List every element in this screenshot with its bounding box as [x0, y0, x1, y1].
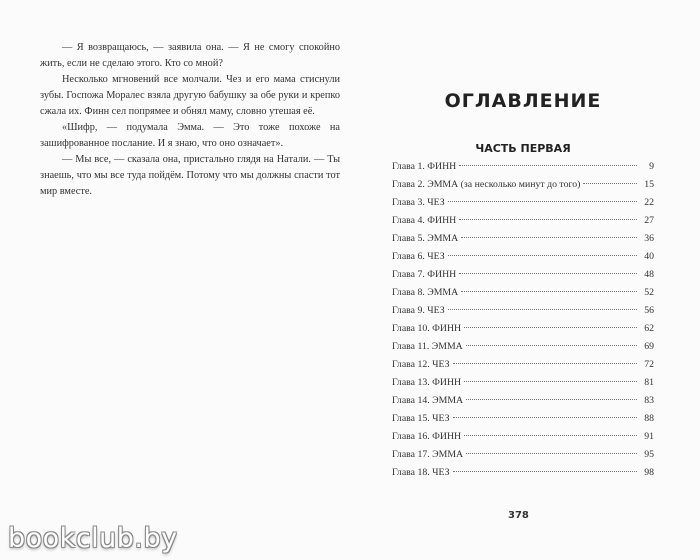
left-page [40, 40, 340, 200]
toc-entry-label: Глава 8. ЭММА [392, 287, 459, 298]
toc-entry [392, 269, 654, 287]
toc-entry [392, 305, 654, 323]
paragraph: «Шифр, — подумала Эмма. — Это тоже похоже на зашифрованное послание. И я знаю, что оно означает». [40, 122, 340, 149]
toc-entry-label: Глава 16. ФИНН [392, 431, 462, 442]
toc-entry-page: 72 [644, 359, 654, 370]
toc-entry [392, 341, 654, 359]
toc-entry-page: 22 [644, 197, 654, 208]
toc-entry-label: Глава 13. ФИНН [392, 377, 462, 388]
toc-leader-dots [461, 291, 637, 292]
toc-entry [392, 287, 654, 305]
toc-entry-label: Глава 11. ЭММА [392, 341, 463, 352]
toc-entry-page: 95 [644, 449, 654, 460]
toc-leader-dots [448, 201, 637, 202]
toc-entry-page: 36 [644, 233, 654, 244]
toc-entry-label: Глава 7. ФИНН [392, 269, 457, 280]
toc-title: ОГЛАВЛЕНИЕ [444, 90, 602, 112]
toc-leader-dots [583, 183, 637, 184]
toc-entry [392, 395, 654, 413]
toc-entry-label: Глава 18. ЧЕЗ [392, 467, 450, 478]
toc-leader-dots [464, 381, 637, 382]
paragraph: Несколько мгновений все молчали. Чез и его мама стиснули зубы. Госпожа Моралес взяла другую бабушку за обе руки и крепко сжала их. Финн сел попрямее и обнял маму, словно утешая её. [40, 74, 340, 117]
toc-entry-label: Глава 2. ЭММА (за несколько минут до того) [392, 179, 581, 190]
toc-entry [392, 449, 654, 467]
toc-leader-dots [464, 327, 637, 328]
toc-leader-dots [466, 453, 637, 454]
toc-entry-label: Глава 5. ЭММА [392, 233, 459, 244]
toc-entry-label: Глава 10. ФИНН [392, 323, 462, 334]
toc-entry-page: 52 [644, 287, 654, 298]
toc-entry-page: 27 [644, 215, 654, 226]
toc-entry [392, 161, 654, 179]
toc-entry-page: 69 [644, 341, 654, 352]
toc-entry-label: Глава 1. ФИНН [392, 161, 457, 172]
toc-leader-dots [459, 219, 637, 220]
toc-leader-dots [459, 273, 637, 274]
toc-entry-label: Глава 17. ЭММА [392, 449, 464, 460]
toc-leader-dots [466, 345, 637, 346]
page-number: 378 [508, 510, 529, 521]
toc-entry-page: 48 [644, 269, 654, 280]
toc-entry [392, 323, 654, 341]
toc-leader-dots [448, 255, 637, 256]
part-title: ЧАСТЬ ПЕРВАЯ [475, 142, 571, 155]
toc-entry [392, 413, 654, 431]
toc-entry-label: Глава 14. ЭММА [392, 395, 464, 406]
toc-leader-dots [461, 237, 637, 238]
toc-entry-page: 40 [644, 251, 654, 262]
toc-entry-label: Глава 3. ЧЕЗ [392, 197, 445, 208]
toc-leader-dots [459, 165, 637, 166]
toc-leader-dots [453, 471, 637, 472]
toc-entry-page: 88 [644, 413, 654, 424]
toc-entry [392, 359, 654, 377]
right-page [392, 80, 654, 485]
toc-entry-page: 81 [644, 377, 654, 388]
toc-entry [392, 179, 654, 197]
toc-entry-page: 15 [644, 179, 654, 190]
toc-entry-page: 98 [644, 467, 654, 478]
toc-entry-page: 62 [644, 323, 654, 334]
toc-leader-dots [453, 363, 637, 364]
toc-entry [392, 251, 654, 269]
toc-leader-dots [464, 435, 637, 436]
toc-entry [392, 467, 654, 485]
toc-entry-label: Глава 15. ЧЕЗ [392, 413, 450, 424]
toc-entry-label: Глава 12. ЧЕЗ [392, 359, 450, 370]
toc-entry-label: Глава 4. ФИНН [392, 215, 457, 226]
toc-leader-dots [448, 309, 637, 310]
toc-leader-dots [466, 399, 637, 400]
toc-leader-dots [453, 417, 637, 418]
paragraph: — Я возвращаюсь, — заявила она. — Я не смогу спокойно жить, если не сделаю этого. Кто со мной? [40, 42, 340, 69]
toc-list [392, 161, 654, 485]
paragraph: — Мы все, — сказала она, пристально глядя на Натали. — Ты знаешь, что мы все туда пойдём. Потому что мы должны спасти тот мир вместе. [40, 154, 340, 197]
watermark-logo: bookclub.by [8, 523, 178, 554]
toc-entry-page: 9 [649, 161, 654, 172]
toc-entry-page: 91 [644, 431, 654, 442]
toc-entry-label: Глава 9. ЧЕЗ [392, 305, 445, 316]
toc-entry [392, 431, 654, 449]
toc-entry-page: 83 [644, 395, 654, 406]
toc-entry [392, 197, 654, 215]
toc-entry [392, 377, 654, 395]
toc-entry [392, 233, 654, 251]
toc-entry-page: 56 [644, 305, 654, 316]
toc-entry [392, 215, 654, 233]
toc-entry-label: Глава 6. ЧЕЗ [392, 251, 445, 262]
